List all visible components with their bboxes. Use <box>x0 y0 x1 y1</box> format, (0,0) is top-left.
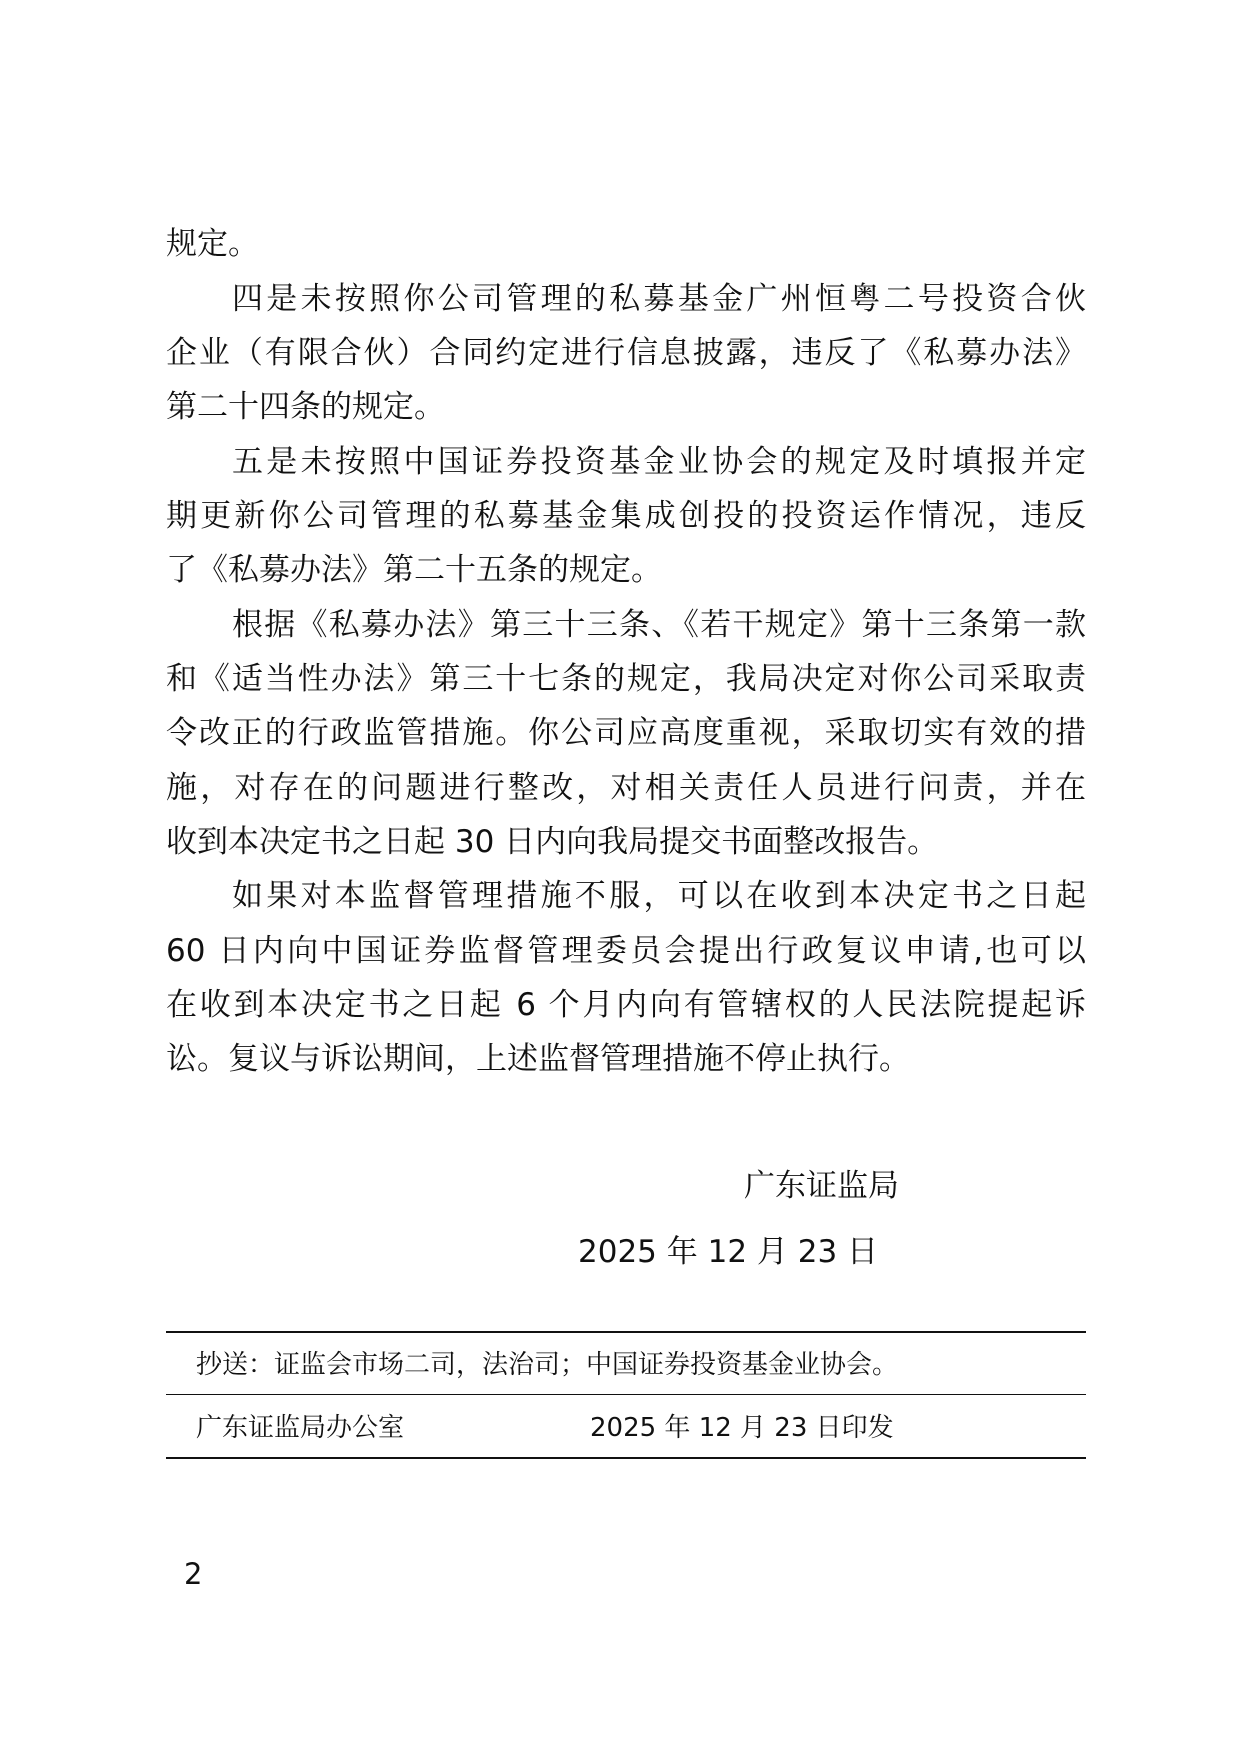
body-line-8: 根据《私募办法》第三十三条、《若干规定》第十三条第一款 <box>232 607 1086 643</box>
signature-org: 广东证监局 <box>744 1168 899 1204</box>
body-line-9: 和《适当性办法》第三十七条的规定，我局决定对你公司采取责 <box>166 661 1086 697</box>
footer-cc: 抄送：证监会市场二司，法治司；中国证券投资基金业协会。 <box>196 1350 899 1380</box>
page-number: 2 <box>184 1557 203 1591</box>
body-line-16: 讼。复议与诉讼期间，上述监督管理措施不停止执行。 <box>166 1041 910 1077</box>
body-line-5: 五是未按照中国证券投资基金业协会的规定及时填报并定 <box>232 444 1086 480</box>
body-line-13: 如果对本监督管理措施不服，可以在收到本决定书之日起 <box>232 878 1086 914</box>
footer-middle-rule <box>166 1394 1086 1395</box>
body-line-12: 收到本决定书之日起 30 日内向我局提交书面整改报告。 <box>166 824 939 860</box>
body-line-7: 了《私募办法》第二十五条的规定。 <box>166 552 662 588</box>
body-line-11: 施，对存在的问题进行整改，对相关责任人员进行问责，并在 <box>166 770 1086 806</box>
footer-bottom-rule <box>166 1457 1086 1459</box>
body-line-1: 规定。 <box>166 226 259 262</box>
body-line-3: 企业（有限合伙）合同约定进行信息披露，违反了《私募办法》 <box>166 335 1086 371</box>
body-line-14: 60 日内向中国证券监督管理委员会提出行政复议申请,也可以 <box>166 933 1086 969</box>
body-line-2: 四是未按照你公司管理的私募基金广州恒粤二号投资合伙 <box>232 281 1086 317</box>
body-line-4: 第二十四条的规定。 <box>166 389 445 425</box>
body-line-10: 令改正的行政监管措施。你公司应高度重视，采取切实有效的措 <box>166 715 1086 751</box>
footer-top-rule <box>166 1331 1086 1333</box>
footer-issue-date: 2025 年 12 月 23 日印发 <box>590 1413 894 1443</box>
body-line-6: 期更新你公司管理的私募基金集成创投的投资运作情况，违反 <box>166 498 1086 534</box>
signature-date: 2025 年 12 月 23 日 <box>578 1234 879 1270</box>
body-line-15: 在收到本决定书之日起 6 个月内向有管辖权的人民法院提起诉 <box>166 987 1086 1023</box>
footer-issuer: 广东证监局办公室 <box>196 1413 405 1443</box>
